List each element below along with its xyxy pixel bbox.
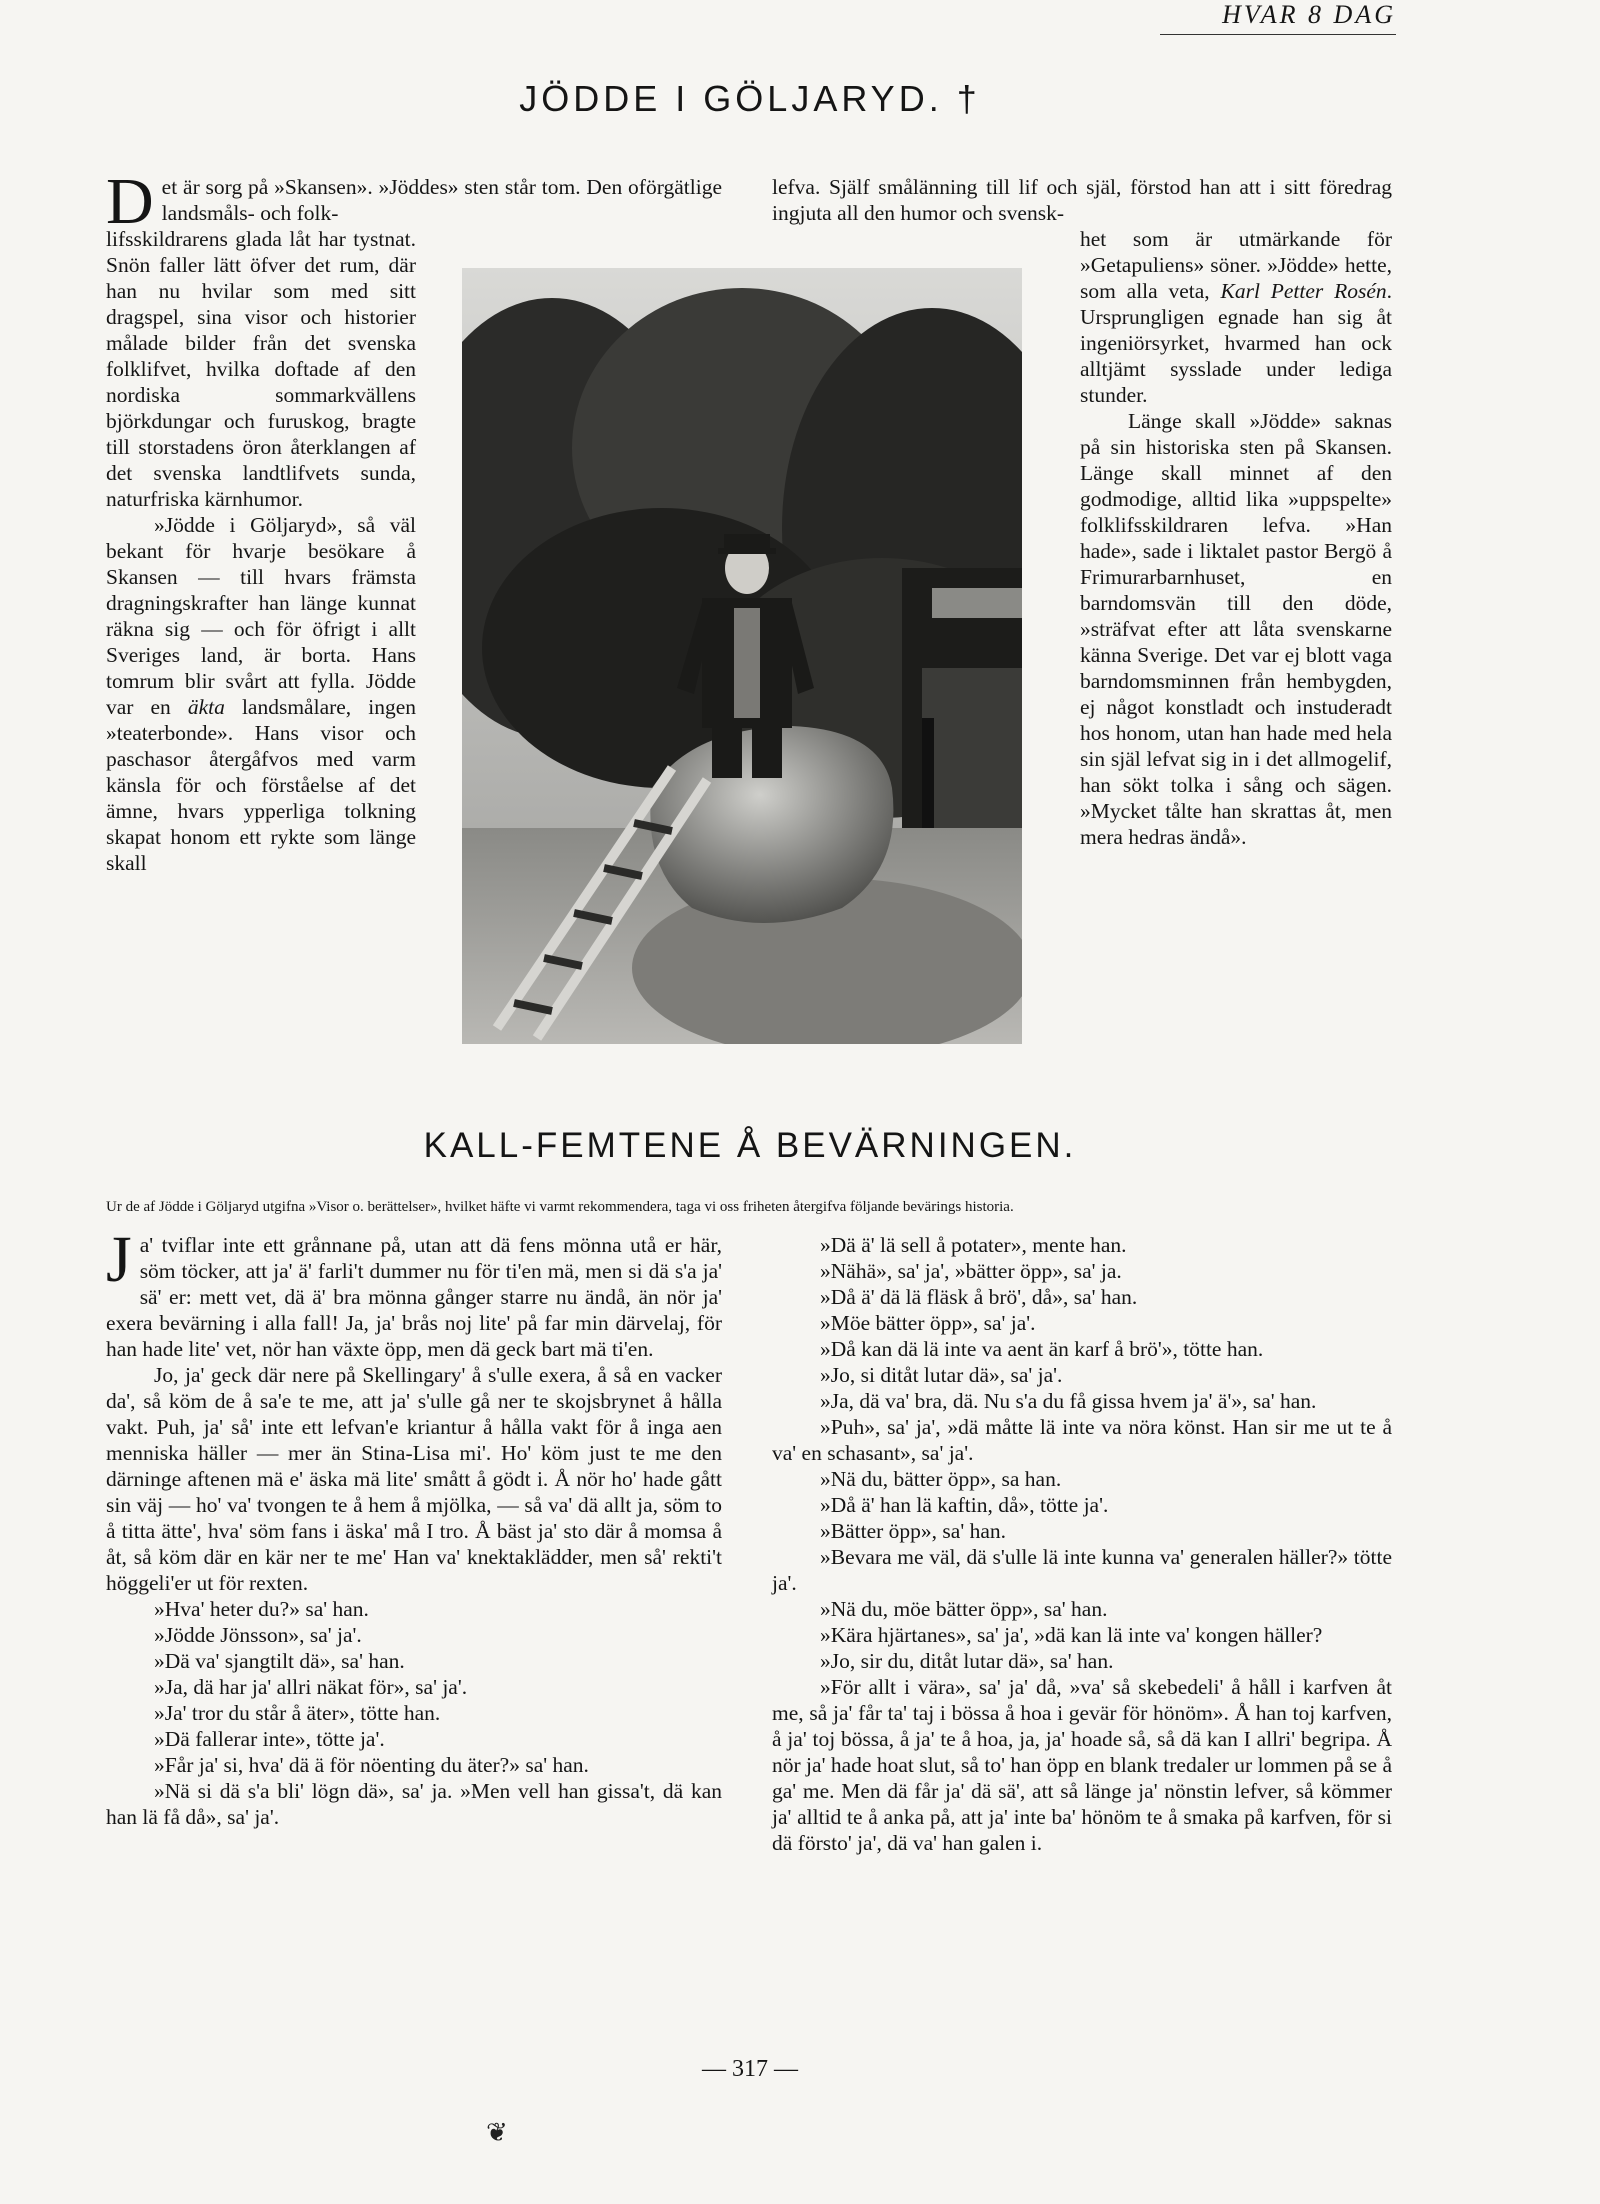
dropcap-j: J [106,1223,132,1296]
header-rule [1160,34,1396,35]
article1-left-column [106,226,416,876]
article2-right-p11: »Bevara me väl, dä s'ulle lä inte kunna va' generalen häller?» tötte ja'. [772,1545,1392,1595]
article2-right-p3: »Möe bätter öpp», sa' ja'. [820,1311,1036,1335]
article-title-jodde: JÖDDE I GÖLJARYD. † [519,78,981,119]
article1-right-p1 [1080,226,1392,408]
article2-right-p2: »Då ä' dä lä fläsk å brö', då», sa' han. [820,1285,1138,1309]
article2-right-p10: »Bätter öpp», sa' han. [820,1519,1006,1543]
article2-left-p1: Jo, ja' geck där nere på Skellingary' å s'ulle exera, å så en vacker da', så köm de å sa'e te me, att ja' s'ulle gå ner te skojsbrynet å hålla vakt. Puh, ja' så' inte ett lefvan'e kriantur å hålla vakt för å inga aen menniska häller — mer än Stina-Lisa mi'. Ho' köm just te me den därninge aftenen mä e' äska mä lite' smått å gödt i. Å nör ho' hade gått sin väj — ho' va' tvongen te å hem å mjölka, — så va' dä allt ja, söm to å titta ätte', hva' söm fans i äska' må I tro. Å bäst ja' sto där å momsa å åt, så köm där en kär ner te me' Han va' knektaklädder, men så' rekti't höggeli'er ut för rexten. [106,1363,722,1595]
article2-left-p8: »Får ja' si, hva' dä ä för nöenting du äter?» sa' han. [154,1753,589,1777]
article1-right-p1-b: . Ursprungligen egnade han sig åt ingeniörsyrket, hvarmed han ock alltjämt sysslade under lediga stunder. [1080,279,1392,407]
article2-right-p14: »Jo, sir du, ditåt lutar dä», sa' han. [820,1649,1114,1673]
article1-right-column [1080,226,1392,850]
printer-ornament-icon: ❦ [486,2118,508,2147]
article2-left-p6: »Ja' tror du står å äter», tötte han. [154,1701,441,1725]
article1-left-p2-a: »Jödde i Göljaryd», så väl bekant för hvarje besökare å Skansen — till hvars främsta dragningskrafter han länge kunnat räkna sig — och för öfrigt i allt Sveriges land, är borta. Hans tomrum blir svårt att fylla. Jödde var en [106,513,416,719]
article1-top-left-text: et är sorg på »Skansen». »Jöddes» sten står tom. Den oförgätlige landsmåls- och folk- [161,175,722,225]
article2-right-p8: »Nä du, bätter öpp», sa han. [820,1467,1062,1491]
article1-right-p2: Länge skall »Jödde» saknas på sin historiska sten på Skansen. Länge skall minnet af den godmodige, alltid lika »uppspelte» folklifsskildraren lefva. »Han hade», sade i liktalet pastor Bergö å Frimurarbarnhuset, en barndomsvän till den döde, »sträfvat efter att låta svenskarne känna Sverige. Det var ej blott vaga barndomsminnen från hembygden, ej något konstladt och instuderadt hos honom, utan han hade med hela sin själ lefvat sig in i det allmogelif, han sökt tolka i sång och sägen. »Mycket tålte han skrattas åt, men mera hedras ändå». [1080,409,1392,849]
article1-left-p1: lifsskildrarens glada låt har tystnat. Snön faller lätt öfver det rum, där han nu hvilar som med sitt dragspel, sina visor och historier målade bilder från det svenska folklifvet, hvilka doftade af den nordiska sommarkvällens björkdungar och furuskog, bragte till storstadens öron återklangen af det svenska landtlifvets sunda, naturfriska kärnhumor. [106,227,416,511]
running-head: HVAR 8 DAG [1222,0,1396,29]
article2-left-p0 [106,1223,722,1362]
article2-right-p7: »Puh», sa' ja', »dä måtte lä inte va nöra könst. Han sir me ut te å va' en schasant», sa' ja'. [772,1415,1392,1465]
article1-right-top [772,174,1392,226]
article2-right-column [772,1232,1392,1856]
article2-right-p6: »Ja, dä va' bra, dä. Nu s'a du få gissa hvem ja' ä'», sa' han. [820,1389,1317,1413]
article2-right-p9: »Då ä' han lä kaftin, då», tötte ja'. [820,1493,1109,1517]
article1-left-p2 [106,512,416,876]
article1-top-right-text: lefva. Själf smålänning till lif och själ, förstod han att i sitt föredrag ingjuta all den humor och svensk- [772,175,1392,225]
article1-left-p2-em: äkta [187,695,225,719]
article2-right-p15: »För allt i vära», sa' ja' då, »va' så skebedeli' å håll i karfven åt me, så ja' får ta' taj i bössa å hoa i gevär för hönöm». Å han toj karfven, å ja' toj bössa, å ja' te å hoa, ja, ja' hoade så, så dä kan I allri' begripa. Å nör ja' hade hoat slut, så to' han öpp en blank tredaler ur lommen på se å ga' me. Men dä får ja' dä sä', att så länge ja' nönstin lefver, så kömmer ja' alltid te å anka på, att ja' inte ba' hönöm te å smaka på karfven, för si dä försto' ja', dä va' han galen i. [772,1675,1392,1855]
article2-left-p5: »Ja, dä har ja' allri näkat för», sa' ja'. [154,1675,468,1699]
article1-left-p2-b: landsmålare, ingen »teaterbonde». Hans visor och paschasor återgåfvos med varm känsla för och förståelse af det ämne, hvars ypperliga tolkning skapat honom ett rykte som länge skall [106,695,417,875]
article2-left-p3: »Jödde Jönsson», sa' ja'. [154,1623,362,1647]
article2-right-p0: »Dä ä' lä sell å potater», mente han. [820,1233,1127,1257]
article2-left-column [106,1223,722,1830]
portrait-photo [462,268,1022,1044]
article-title-kall-femtene: KALL-FEMTENE Å BEVÄRNINGEN. [423,1126,1077,1165]
dropcap-d: D [106,165,154,238]
article2-left-p0-text: a' tviflar inte ett grånnane på, utan att dä fens mönna utå er här, söm töcker, att ja' ä' farli't dummer nu för ti'en mä, men si dä s'a ja' sä' er: mett vet, dä ä' bra mönna gånger starre nu ändå, än nör ja' exera bevärning i alla fall! Ja, ja' brås noj lite' på far min därvelaj, för han hade lite' vet, nör han växte öpp, men dä geck bart mä ti'en. [106,1233,722,1361]
article2-left-p9: »Nä si dä s'a bli' lögn dä», sa' ja. »Men vell han gissa't, dä kan han lä få då», sa' ja'. [106,1779,722,1829]
page-number: — 317 — [702,2056,798,2082]
article2-right-p13: »Kära hjärtanes», sa' ja', »dä kan lä inte va' kongen häller? [820,1623,1323,1647]
photo-illustration [462,268,1022,1044]
article1-right-p1-em: Karl Petter Rosén [1220,279,1387,303]
article2-right-p5: »Jo, si ditåt lutar dä», sa' ja'. [820,1363,1063,1387]
article2-right-p1: »Nähä», sa' ja', »bätter öpp», sa' ja. [820,1259,1122,1283]
article2-right-p4: »Då kan dä lä inte va aent än karf å brö'», tötte han. [820,1337,1264,1361]
article2-intro-note: Ur de af Jödde i Göljaryd utgifna »Visor o. berättelser», hvilket häfte vi varmt rekommendera, taga vi oss friheten återgifva följande bevärings historia. [106,1199,1014,1215]
article1-right-p1-a: het som är utmärkande för »Getapuliens» söner. »Jödde» hette, som alla veta, [1080,227,1392,303]
article1-left-top [106,165,722,238]
article2-left-p4: »Dä va' sjangtilt dä», sa' han. [154,1649,405,1673]
article2-left-p2: »Hva' heter du?» sa' han. [154,1597,369,1621]
article2-left-p7: »Dä fallerar inte», tötte ja'. [154,1727,385,1751]
article2-right-p12: »Nä du, möe bätter öpp», sa' han. [820,1597,1108,1621]
